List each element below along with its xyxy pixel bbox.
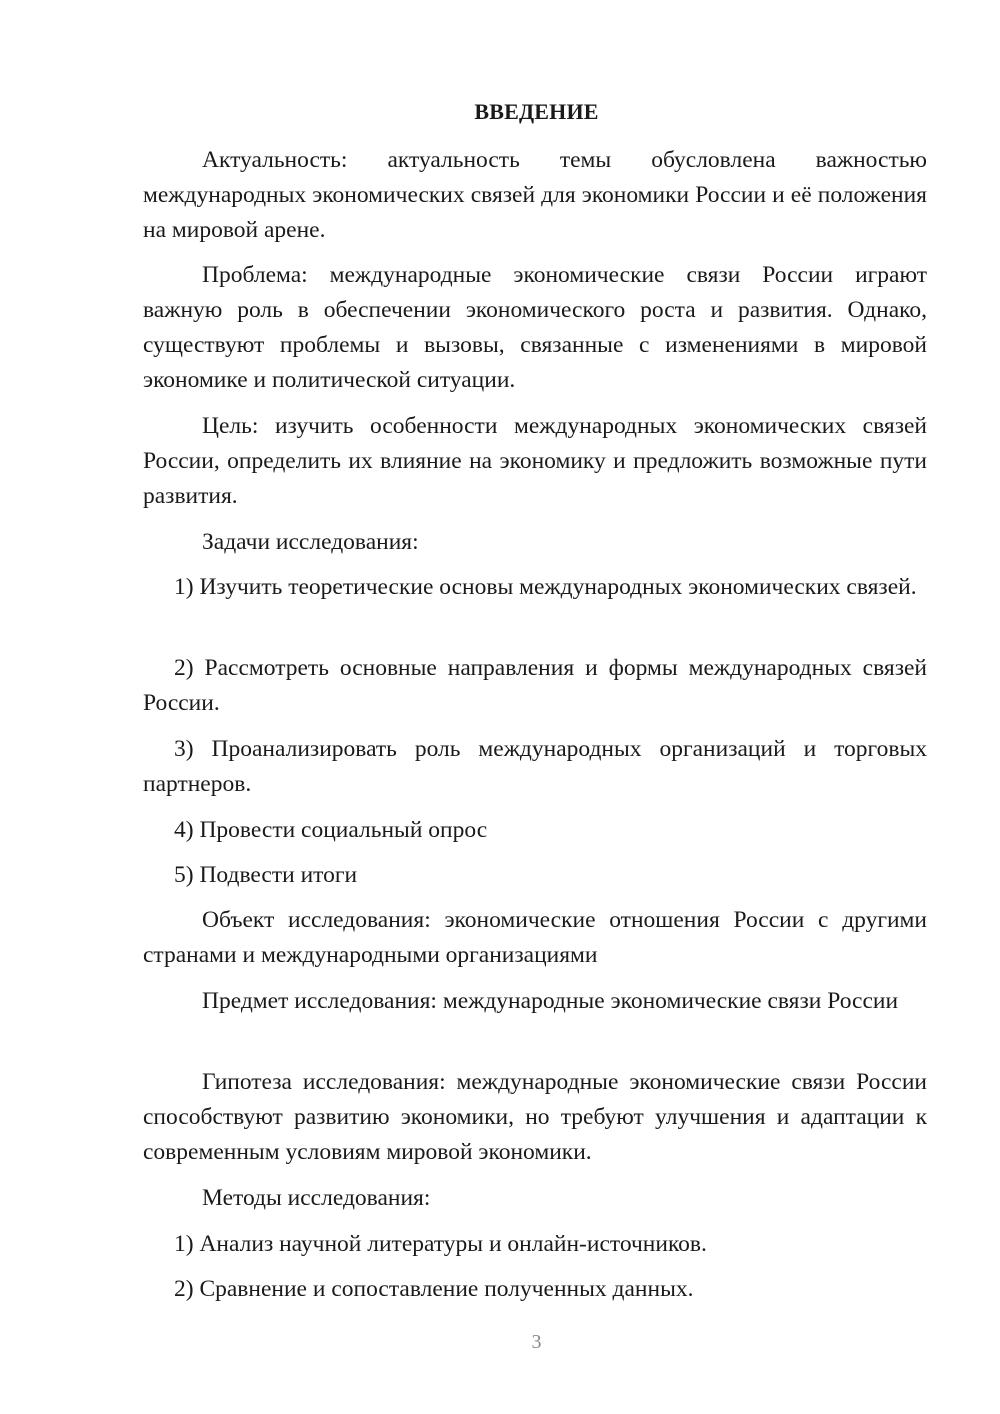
- task-item-2: 2) Рассмотреть основные направления и формы международных связей России.: [143, 655, 927, 716]
- tasks-heading: Задачи исследования:: [202, 529, 419, 555]
- method-item-2: 2) Сравнение и сопоставление полученных данных.: [174, 1276, 694, 1302]
- task-item-3: 3) Проанализировать роль международных организаций и торговых партнеров.: [143, 736, 927, 797]
- paragraph-relevance: Актуальность: актуальность темы обусловлена важностью международных экономических связей для экономики России и её положения на мировой арене.: [143, 147, 927, 243]
- page-title: ВВЕДЕНИЕ: [474, 99, 599, 124]
- task-item-1: 1) Изучить теоретические основы международных экономических связей.: [174, 574, 917, 600]
- methods-heading: Методы исследования:: [202, 1185, 431, 1211]
- page-number: 3: [531, 1331, 542, 1353]
- paragraph-problem: Проблема: международные экономические связи России играют важную роль в обеспечении экономического роста и развития. Однако, существуют проблемы и вызовы, связанные с изменениями в мировой экономике и политической ситуации.: [143, 262, 927, 393]
- task-item-4: 4) Провести социальный опрос: [174, 817, 488, 843]
- paragraph-subject: Предмет исследования: международные экономические связи России: [202, 988, 899, 1014]
- paragraph-goal: Цель: изучить особенности международных экономических связей России, определить их влияние на экономику и предложить возможные пути развития.: [143, 413, 927, 509]
- paragraph-object: Объект исследования: экономические отношения России с другими странами и международными организациями: [143, 907, 927, 968]
- task-item-5: 5) Подвести итоги: [174, 862, 358, 888]
- method-item-1: 1) Анализ научной литературы и онлайн-источников.: [174, 1231, 707, 1257]
- paragraph-hypothesis: Гипотеза исследования: международные экономические связи России способствуют развитию экономики, но требуют улучшения и адаптации к современным условиям мировой экономики.: [143, 1069, 927, 1165]
